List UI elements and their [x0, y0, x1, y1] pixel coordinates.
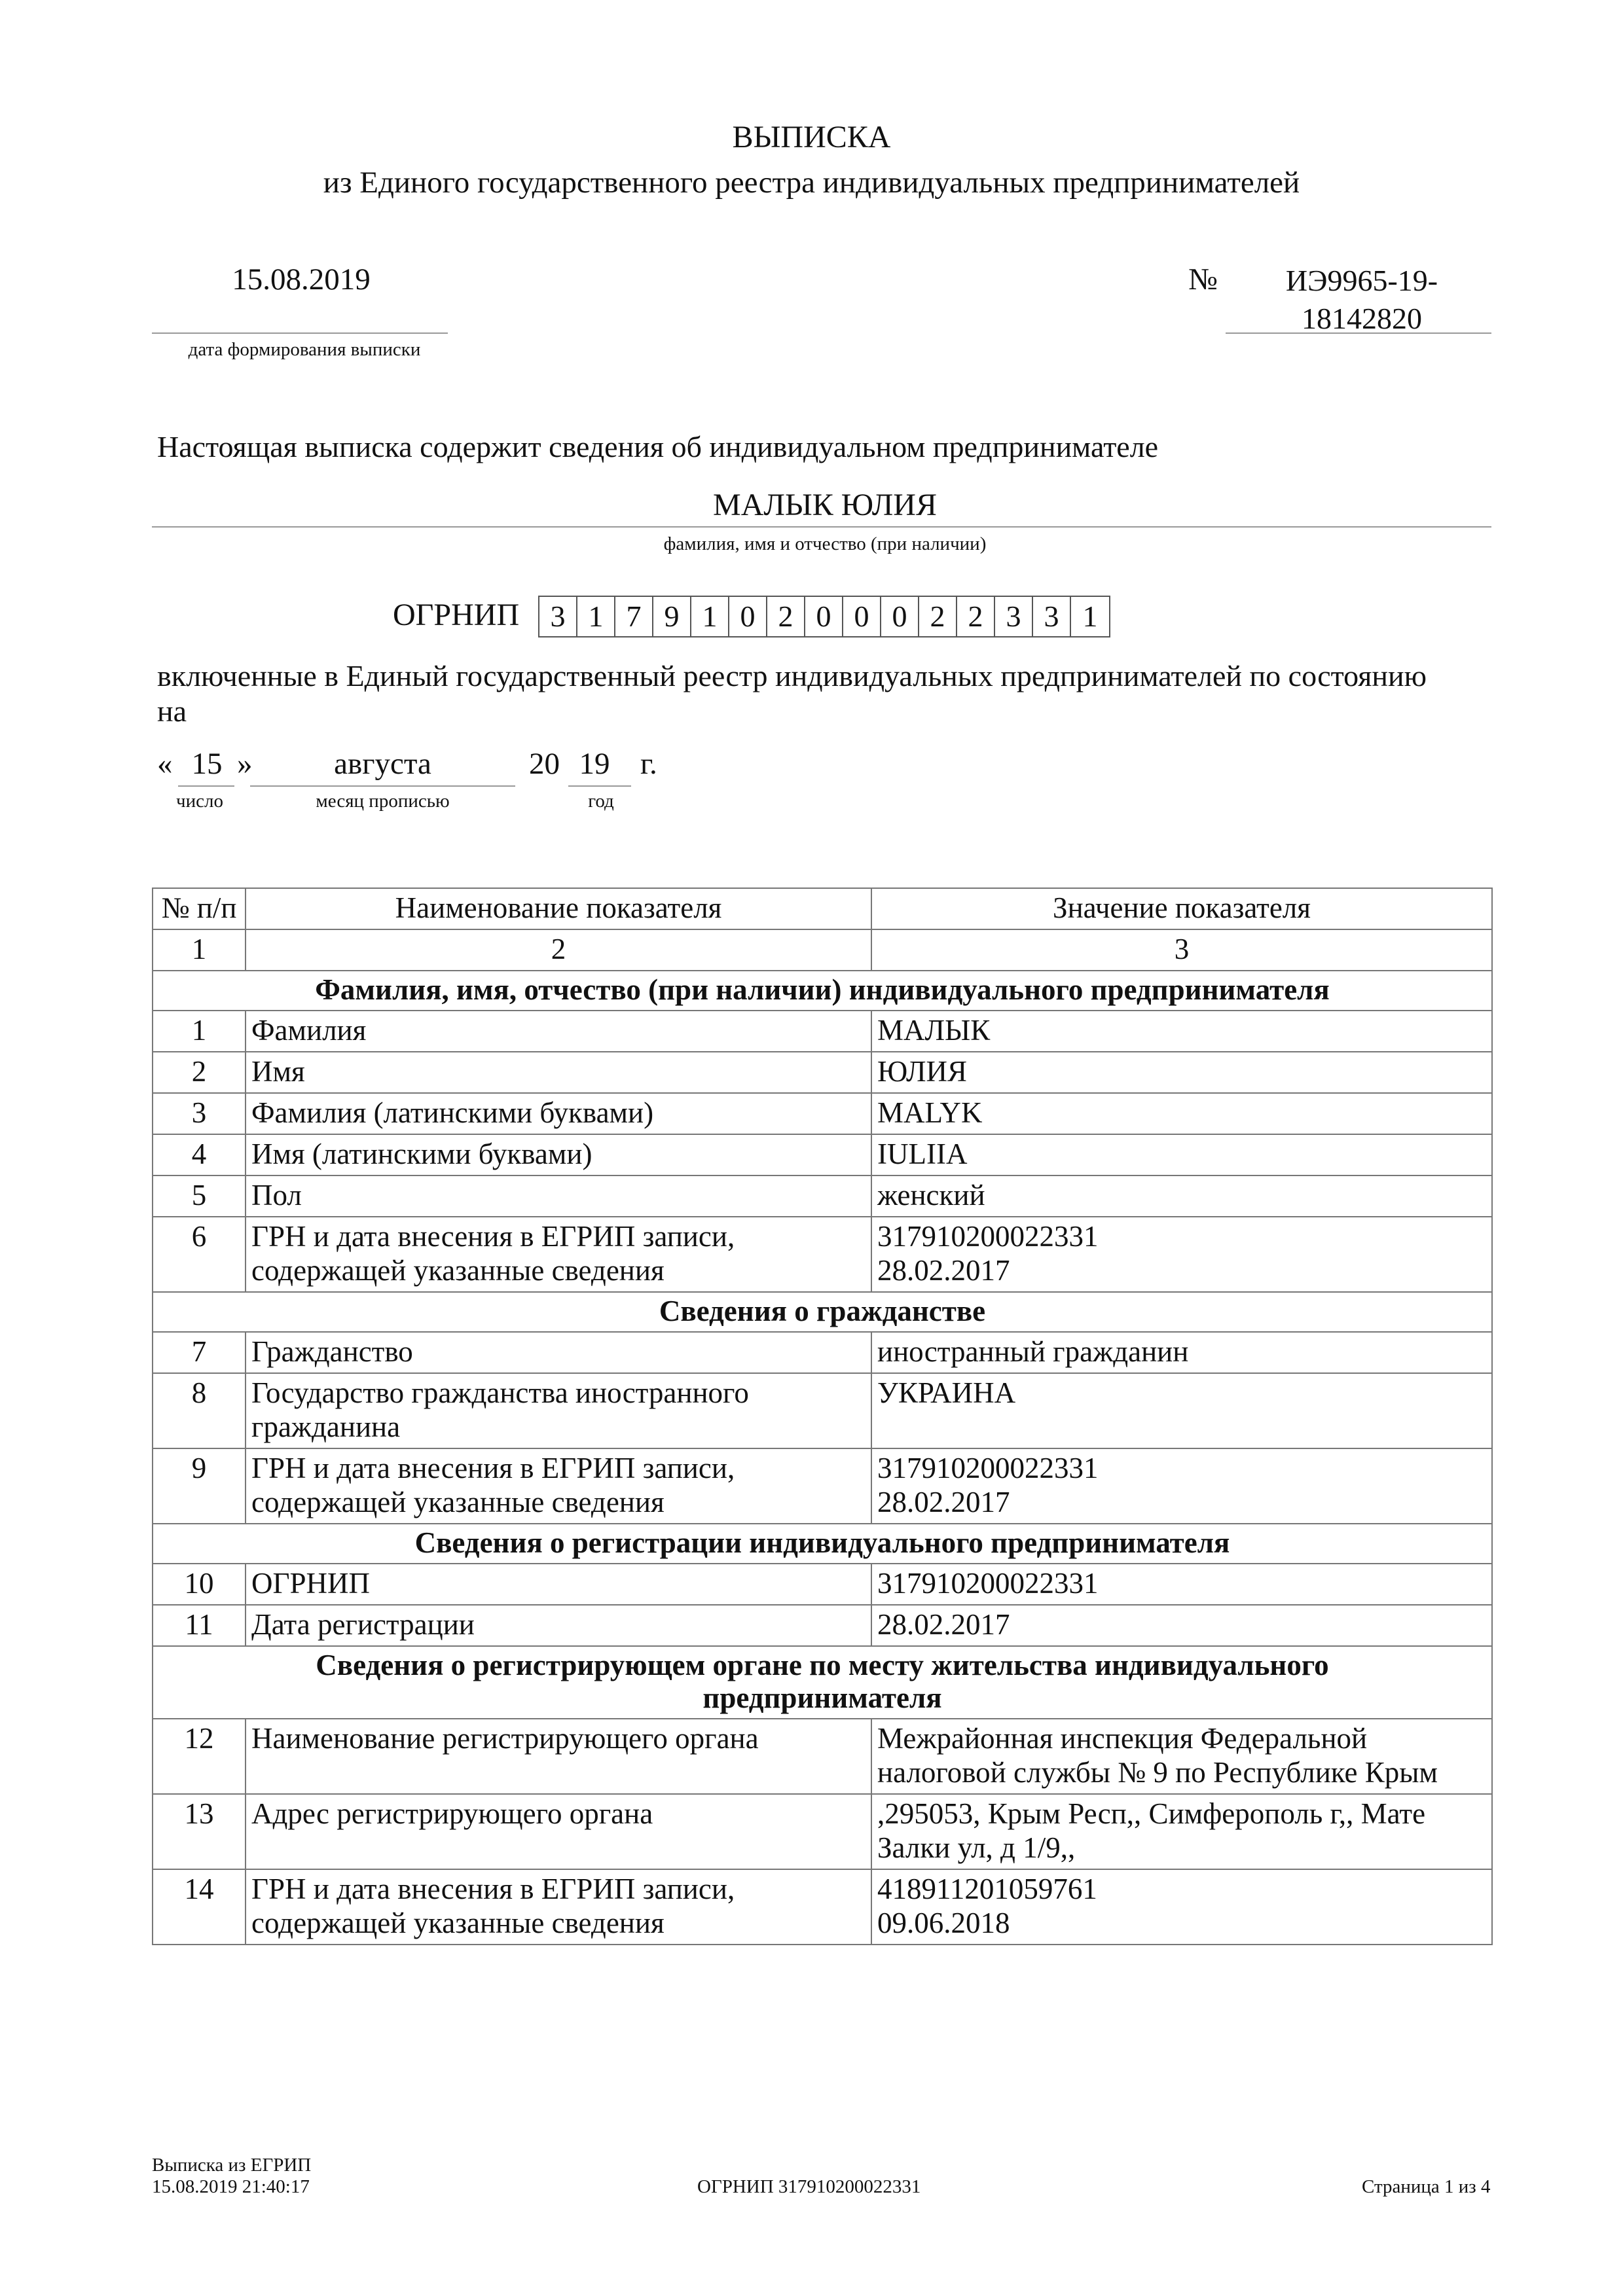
indicator-name: Имя (латинскими буквами)	[246, 1134, 871, 1175]
person-underline	[152, 526, 1491, 528]
intro-text: Настоящая выписка содержит сведения об индивидуальном предпринимателе	[157, 430, 1159, 463]
row-number: 5	[153, 1175, 246, 1217]
year-suffix: г.	[640, 747, 657, 781]
indicator-value	[871, 1448, 1492, 1524]
column-number: 1	[153, 929, 246, 971]
table-row	[153, 1134, 1492, 1175]
row-number: 9	[153, 1448, 246, 1524]
extract-date: 15.08.2019	[232, 262, 371, 296]
ogrnip-digit: 3	[539, 597, 577, 636]
table-row	[153, 1093, 1492, 1134]
extract-number-line2: 18142820	[1302, 302, 1422, 335]
ogrnip-digit: 2	[767, 597, 805, 636]
grn-date: 28.02.2017	[877, 1254, 1010, 1287]
indicator-value: УКРАИНА	[871, 1373, 1492, 1448]
section-title: Сведения о гражданстве	[153, 1292, 1492, 1332]
indicator-value: 317910200022331	[871, 1564, 1492, 1605]
indicator-name: Дата регистрации	[246, 1605, 871, 1646]
table-row	[153, 1052, 1492, 1093]
indicator-name: ГРН и дата внесения в ЕГРИП записи, содержащей указанные сведения	[246, 1448, 871, 1524]
row-number: 14	[153, 1869, 246, 1945]
person-caption: фамилия, имя и отчество (при наличии)	[663, 533, 987, 554]
row-number: 3	[153, 1093, 246, 1134]
year-underline	[568, 785, 631, 787]
number-sign: №	[1188, 262, 1218, 296]
ogrnip-digit: 3	[995, 597, 1033, 636]
ogrnip-digit: 7	[615, 597, 653, 636]
section-header-row	[153, 1292, 1492, 1332]
grn-date: 09.06.2018	[877, 1907, 1010, 1939]
indicator-name: Фамилия (латинскими буквами)	[246, 1093, 871, 1134]
indicator-value: ЮЛИЯ	[871, 1052, 1492, 1093]
table-row	[153, 1217, 1492, 1292]
grn-value: 317910200022331	[877, 1220, 1099, 1253]
ogrnip-digit: 0	[843, 597, 881, 636]
indicator-value: ,295053, Крым Респ,, Симферополь г,, Мате Залки ул, д 1/9,,	[871, 1794, 1492, 1869]
ogrnip-digit: 1	[577, 597, 615, 636]
section-title: Фамилия, имя, отчество (при наличии) индивидуального предпринимателя	[153, 971, 1492, 1011]
indicator-name: Адрес регистрирующего органа	[246, 1794, 871, 1869]
section-header-row	[153, 1524, 1492, 1564]
indicator-value	[871, 1869, 1492, 1945]
register-data-table	[152, 888, 1493, 1945]
month-caption: месяц прописью	[316, 791, 450, 812]
ogrnip-digit: 0	[729, 597, 767, 636]
column-number: 3	[871, 929, 1492, 971]
day-caption: число	[176, 791, 223, 812]
column-header-number: № п/п	[153, 888, 246, 929]
date-open-quote: «	[157, 747, 173, 781]
table-header-row	[153, 888, 1492, 929]
number-underline	[1226, 332, 1491, 334]
table-numbering-row	[153, 929, 1492, 971]
person-name: МАЛЫК ЮЛИЯ	[713, 488, 937, 522]
section-header-row	[153, 1646, 1492, 1719]
date-underline	[152, 332, 448, 334]
extract-number	[1237, 262, 1486, 338]
table-row	[153, 1794, 1492, 1869]
state-day: 15	[191, 747, 223, 781]
row-number: 11	[153, 1605, 246, 1646]
included-text: включенные в Единый государственный реестр индивидуальных предпринимателей по состоянию на	[157, 659, 1427, 728]
ogrnip-digit: 2	[957, 597, 995, 636]
month-underline	[250, 785, 515, 787]
table-row	[153, 1719, 1492, 1794]
indicator-name: Наименование регистрирующего органа	[246, 1719, 871, 1794]
table-row	[153, 1175, 1492, 1217]
indicator-name: ГРН и дата внесения в ЕГРИП записи, содержащей указанные сведения	[246, 1869, 871, 1945]
day-underline	[178, 785, 234, 787]
grn-value: 317910200022331	[877, 1452, 1099, 1484]
extract-number-line1: ИЭ9965-19-	[1285, 264, 1438, 297]
ogrnip-digit: 1	[691, 597, 729, 636]
document-subtitle: из Единого государственного реестра индивидуальных предпринимателей	[323, 166, 1300, 200]
indicator-name: ОГРНИП	[246, 1564, 871, 1605]
table-row	[153, 1332, 1492, 1373]
indicator-name: Имя	[246, 1052, 871, 1093]
footer-timestamp: 15.08.2019 21:40:17	[152, 2176, 310, 2197]
row-number: 10	[153, 1564, 246, 1605]
indicator-value: MALYK	[871, 1093, 1492, 1134]
grn-date: 28.02.2017	[877, 1486, 1010, 1518]
table-row	[153, 1869, 1492, 1945]
ogrnip-label: ОГРНИП	[393, 598, 520, 632]
row-number: 12	[153, 1719, 246, 1794]
section-header-row	[153, 971, 1492, 1011]
indicator-name: Гражданство	[246, 1332, 871, 1373]
state-year: 19	[579, 747, 610, 781]
table-row	[153, 1448, 1492, 1524]
ogrnip-digit: 2	[919, 597, 957, 636]
document-title: ВЫПИСКА	[732, 120, 891, 154]
row-number: 8	[153, 1373, 246, 1448]
indicator-value: 28.02.2017	[871, 1605, 1492, 1646]
indicator-value: иностранный гражданин	[871, 1332, 1492, 1373]
indicator-value	[871, 1217, 1492, 1292]
column-header-indicator: Наименование показателя	[246, 888, 871, 929]
indicator-name: Пол	[246, 1175, 871, 1217]
row-number: 6	[153, 1217, 246, 1292]
indicator-value: МАЛЫК	[871, 1011, 1492, 1052]
indicator-value: женский	[871, 1175, 1492, 1217]
footer-ogrnip: ОГРНИП 317910200022331	[697, 2176, 921, 2197]
ogrnip-digit: 9	[653, 597, 691, 636]
ogrnip-digit: 0	[881, 597, 919, 636]
table-row	[153, 1564, 1492, 1605]
row-number: 13	[153, 1794, 246, 1869]
ogrnip-digit: 3	[1033, 597, 1071, 636]
state-month: августа	[334, 747, 431, 781]
section-title: Сведения о регистрации индивидуального предпринимателя	[153, 1524, 1492, 1564]
column-header-value: Значение показателя	[871, 888, 1492, 929]
indicator-name: Государство гражданства иностранного гражданина	[246, 1373, 871, 1448]
row-number: 1	[153, 1011, 246, 1052]
footer-page-number: Страница 1 из 4	[1362, 2176, 1491, 2197]
table-row	[153, 1373, 1492, 1448]
row-number: 4	[153, 1134, 246, 1175]
table-row	[153, 1011, 1492, 1052]
ogrnip-digit-boxes	[538, 596, 1110, 637]
indicator-value: Межрайонная инспекция Федеральной налоговой службы № 9 по Республике Крым	[871, 1719, 1492, 1794]
year-caption: год	[588, 791, 614, 812]
indicator-value: IULIIA	[871, 1134, 1492, 1175]
indicator-name: Фамилия	[246, 1011, 871, 1052]
row-number: 7	[153, 1332, 246, 1373]
date-close-quote: »	[237, 747, 253, 781]
row-number: 2	[153, 1052, 246, 1093]
ogrnip-digit: 1	[1082, 600, 1098, 633]
footer-doc-name: Выписка из ЕГРИП	[152, 2155, 312, 2176]
table-row	[153, 1605, 1492, 1646]
ogrnip-digit: 0	[805, 597, 843, 636]
date-caption: дата формирования выписки	[188, 339, 421, 360]
indicator-name: ГРН и дата внесения в ЕГРИП записи, содержащей указанные сведения	[246, 1217, 871, 1292]
state-century: 20	[529, 747, 560, 781]
grn-value: 418911201059761	[877, 1873, 1097, 1905]
column-number: 2	[246, 929, 871, 971]
section-title: Сведения о регистрирующем органе по месту жительства индивидуального предпринимателя	[153, 1646, 1492, 1719]
